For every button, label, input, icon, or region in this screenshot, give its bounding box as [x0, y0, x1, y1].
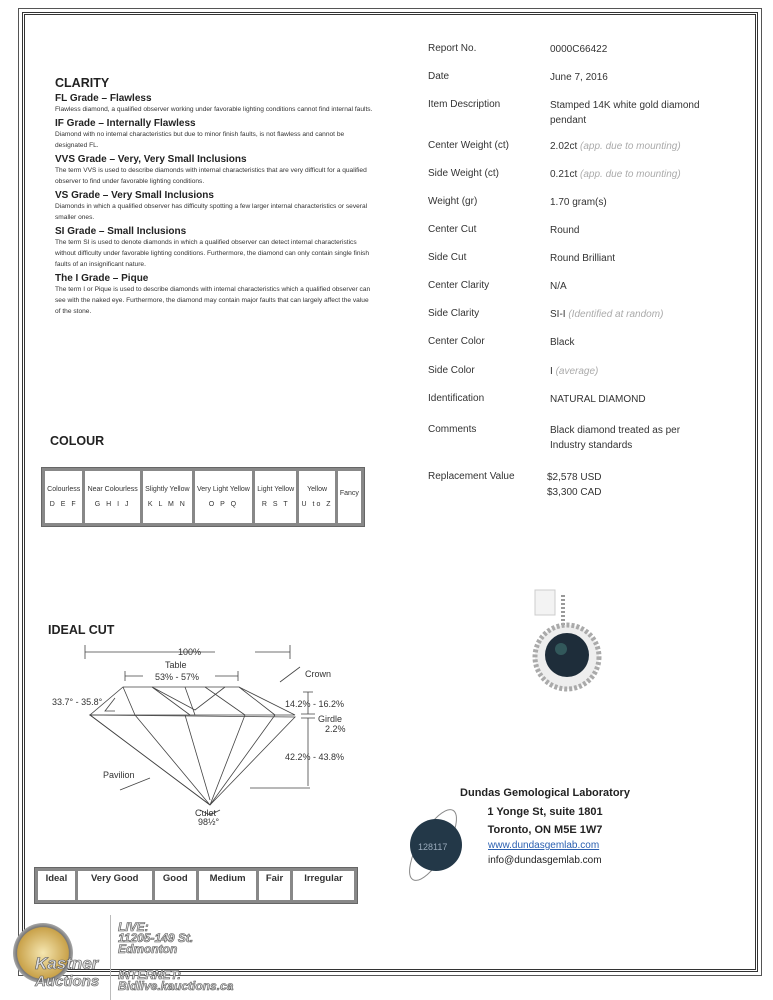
diagram-width-label: 100% — [178, 647, 202, 657]
colour-name: Near Colourless — [87, 486, 138, 493]
diagram-crown-angle: 33.7° - 35.8° — [52, 697, 103, 707]
ideal-cut-title: IDEAL CUT — [48, 623, 115, 637]
grade-description: Diamonds in which a qualified observer has difficulty spotting a few larger internal characteristics or several smaller ones. — [55, 203, 368, 221]
colour-name: Slightly Yellow — [145, 486, 190, 493]
pendant-photo — [515, 585, 615, 700]
grade-description: The term I or Pique is used to describe diamonds with internal characteristics which a qualified observer can see with the naked eye. Furthermore, the diamond may contain major faults that can largely affect the value of the stone. — [55, 286, 371, 315]
report-value: $2,578 USD $3,300 CAD — [547, 472, 602, 498]
diagram-girdle-value: 2.2% — [325, 724, 346, 734]
report-value: 2.02ct (app. due to mounting) — [550, 141, 681, 152]
svg-text:128117: 128117 — [418, 842, 448, 852]
colour-grades: D E F — [49, 501, 78, 508]
report-label: Date — [428, 71, 450, 82]
report-note: (average) — [555, 366, 599, 377]
diagram-crown-height: 14.2% - 16.2% — [285, 699, 345, 709]
lab-address-2: Toronto, ON M5E 1W7 — [487, 824, 603, 836]
lab-address-1: 1 Yonge St, suite 1801 — [487, 806, 603, 818]
report-value: Black diamond treated as per Industry standards — [550, 425, 681, 451]
footer-internet: INTERNET: Bidlive.kauctions.ca — [118, 968, 234, 993]
report-note: (Identified at random) — [568, 309, 664, 320]
colour-cell — [85, 471, 140, 523]
clarity-title: CLARITY — [55, 76, 110, 90]
report-label: Center Weight (ct) — [428, 140, 509, 151]
report-value: N/A — [550, 281, 567, 292]
colour-cell — [255, 471, 296, 523]
report-label: Side Weight (ct) — [428, 168, 499, 179]
report-label: Identification — [428, 393, 485, 404]
lab-info — [440, 786, 650, 868]
logo-line-2: Auctions — [35, 973, 100, 990]
report-label: Side Clarity — [428, 308, 480, 319]
diagram-culet-value: 98½° — [198, 817, 220, 825]
footer-live: LIVE: 11205-149 St. Edmonton — [118, 920, 194, 956]
report-value: Stamped 14K white gold diamond pendant — [550, 100, 700, 126]
grade-description: Flawless diamond, a qualified observer working under favorable lighting conditions cannot find internal faults. — [55, 106, 373, 113]
colour-name: Colourless — [47, 486, 81, 493]
colour-name: Light Yellow — [257, 486, 295, 493]
report-label: Item Description — [428, 99, 501, 110]
grade-description: Diamond with no internal characteristics but due to minor finish faults, is not flawless and cannot be designated FL. — [55, 131, 345, 149]
report-label: Side Color — [428, 365, 475, 376]
report-value: 0000C66422 — [550, 44, 608, 55]
logo-line-1: Kastner — [35, 954, 99, 973]
diagram-culet-label: Culet — [195, 808, 217, 818]
report-value: SI-I (Identified at random) — [550, 309, 664, 320]
grade-heading: VVS Grade – Very, Very Small Inclusions — [55, 154, 247, 165]
colour-grades: K L M N — [147, 501, 187, 508]
diagram-table-label: Table — [165, 660, 187, 670]
cut-grade-cell: Irregular — [293, 871, 354, 900]
colour-name: Yellow — [307, 486, 328, 493]
diagram-crown-label: Crown — [305, 669, 332, 679]
kastner-auctions-logo — [5, 918, 105, 998]
colour-name: Fancy — [339, 489, 359, 497]
grade-heading: SI Grade – Small Inclusions — [55, 226, 187, 237]
report-note: (app. due to mounting) — [580, 141, 681, 152]
report-label: Comments — [428, 424, 477, 435]
colour-grades: U to Z — [301, 501, 333, 508]
report-value: Black — [550, 337, 575, 348]
diagram-girdle-label: Girdle — [318, 714, 343, 724]
report-label: Weight (gr) — [428, 196, 478, 207]
colour-name: Very Light Yellow — [196, 486, 250, 493]
colour-cell — [299, 471, 334, 523]
report-label: Center Cut — [428, 224, 477, 235]
report-label: Center Clarity — [428, 280, 490, 291]
grade-heading: The I Grade – Pique — [55, 273, 149, 284]
cut-grade-cell: Good — [155, 871, 196, 900]
diamond-cut-diagram — [45, 640, 365, 825]
report-value: Round Brilliant — [550, 253, 616, 264]
grade-description: The term SI is used to denote diamonds in which a qualified observer can detect internal characteristics without difficulty under favorable lighting conditions. Furthermore, the diamond can only contain single finish faults of an insignificant nature. — [55, 239, 369, 268]
report-note: (app. due to mounting) — [580, 169, 681, 180]
lab-email: info@dundasgemlab.com — [488, 855, 602, 866]
footer-divider — [110, 915, 111, 1000]
colour-grades: G H I J — [94, 501, 131, 508]
footer-internet-url: Bidlive.kauctions.ca — [118, 979, 234, 993]
diagram-table-value: 53% - 57% — [155, 672, 200, 682]
grade-description: The term VVS is used to describe diamonds with internal characteristics that are very difficult for a qualified observer to find under favorable lighting conditions. — [55, 167, 367, 185]
colour-cell — [195, 471, 252, 523]
colour-cell — [45, 471, 82, 523]
report-label: Side Cut — [428, 252, 467, 263]
cut-grade-cell: Ideal — [38, 871, 75, 900]
colour-scale-table — [41, 467, 365, 527]
colour-cell — [338, 471, 361, 523]
colour-cell — [143, 471, 192, 523]
report-label: Center Color — [428, 336, 485, 347]
cut-grade-cell: Fair — [259, 871, 290, 900]
report-value: NATURAL DIAMOND — [550, 394, 646, 405]
report-label: Report No. — [428, 43, 477, 54]
grade-heading: IF Grade – Internally Flawless — [55, 118, 196, 129]
report-value: I (average) — [550, 366, 599, 377]
clarity-section — [55, 76, 375, 317]
report-value: 1.70 gram(s) — [550, 197, 607, 208]
report-label: Replacement Value — [428, 471, 515, 482]
diagram-pavilion-depth: 42.2% - 43.8% — [285, 752, 345, 762]
colour-title: COLOUR — [50, 434, 105, 448]
report-value: 0.21ct (app. due to mounting) — [550, 169, 681, 180]
grade-heading: VS Grade – Very Small Inclusions — [55, 190, 214, 201]
lab-website-link[interactable]: www.dundasgemlab.com — [488, 840, 600, 851]
report-value: Round — [550, 225, 580, 236]
grade-heading: FL Grade – Flawless — [55, 93, 152, 104]
colour-grades: O P Q — [208, 501, 239, 508]
cut-grade-table — [34, 867, 358, 904]
diagram-pavilion-label: Pavilion — [103, 770, 135, 780]
cut-grade-cell: Very Good — [78, 871, 152, 900]
lab-name: Dundas Gemological Laboratory — [460, 787, 630, 799]
report-value: June 7, 2016 — [550, 72, 608, 83]
colour-grades: R S T — [261, 501, 290, 508]
cut-grade-cell: Medium — [199, 871, 256, 900]
